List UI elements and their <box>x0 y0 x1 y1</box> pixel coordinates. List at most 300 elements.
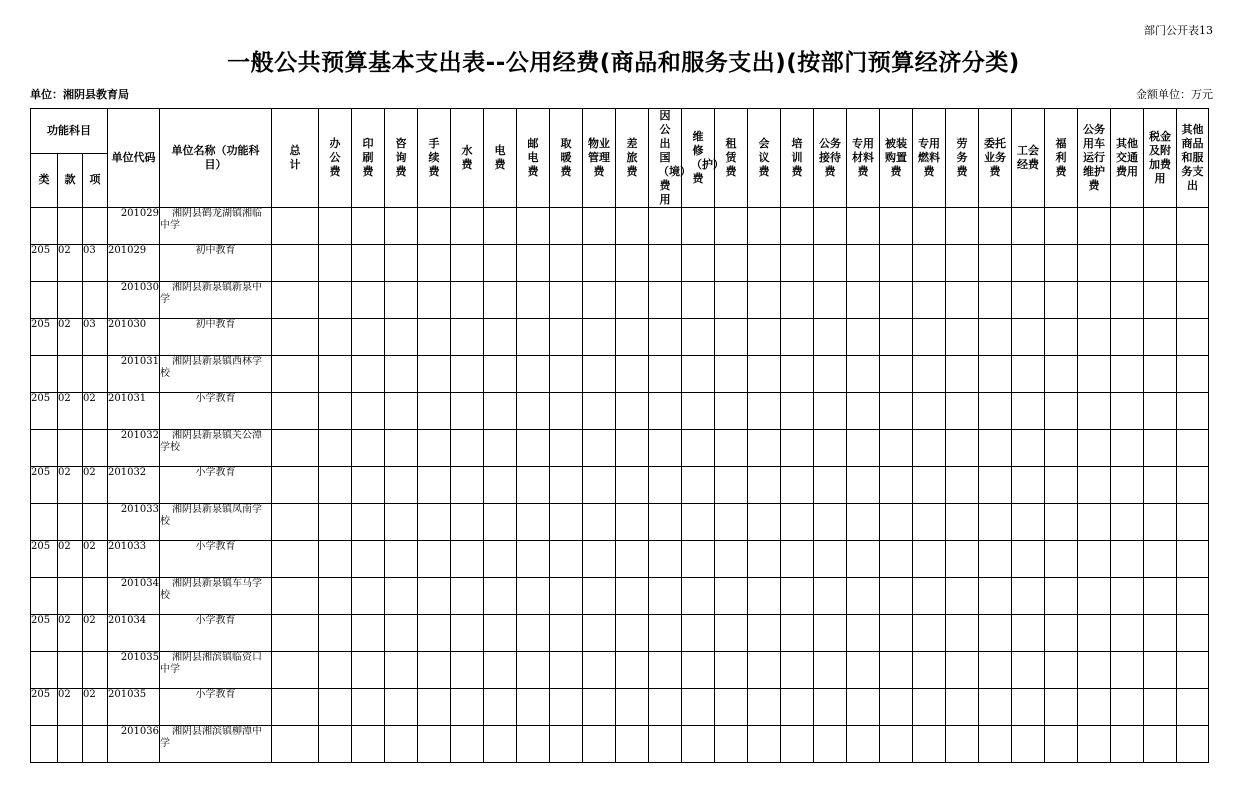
amount-cell <box>748 689 781 726</box>
amount-cell <box>1012 541 1045 578</box>
amount-unit-label: 金额单位：万元 <box>1136 88 1213 101</box>
amount-cell <box>715 282 748 319</box>
amount-cell <box>1144 578 1177 615</box>
amount-cell <box>385 208 418 245</box>
amount-cell <box>946 208 979 245</box>
amount-cell <box>583 467 616 504</box>
amount-cell <box>451 689 484 726</box>
amount-cell <box>451 282 484 319</box>
amount-cell <box>913 578 946 615</box>
amount-cell <box>385 504 418 541</box>
amount-cell <box>979 282 1012 319</box>
amount-cell <box>715 578 748 615</box>
amount-cell <box>550 615 583 652</box>
amount-cell <box>682 245 715 282</box>
amount-cell <box>979 726 1012 763</box>
amount-cell <box>682 356 715 393</box>
amount-cell <box>913 245 946 282</box>
amount-cell <box>682 726 715 763</box>
amount-cell <box>484 689 517 726</box>
xiang-cell: 03 <box>83 319 108 356</box>
amount-cell <box>781 356 814 393</box>
amount-cell <box>1012 578 1045 615</box>
table-row <box>31 319 1209 356</box>
amount-cell <box>1078 467 1111 504</box>
col-header: 因公出国（境）费用 <box>649 109 682 208</box>
xiang-cell <box>83 504 108 541</box>
amount-cell <box>748 541 781 578</box>
amount-cell <box>781 541 814 578</box>
amount-cell <box>550 356 583 393</box>
amount-cell <box>352 319 385 356</box>
amount-cell <box>517 578 550 615</box>
amount-cell <box>649 467 682 504</box>
unit-code-cell: 201030 <box>108 282 160 319</box>
col-header: 工会经费 <box>1012 109 1045 208</box>
amount-cell <box>682 504 715 541</box>
lei-header: 类 <box>31 153 58 207</box>
unit-name-cell: 湘阴县新泉镇新泉中学 <box>160 282 272 319</box>
table-row <box>31 726 1209 763</box>
amount-cell <box>484 467 517 504</box>
amount-cell <box>979 467 1012 504</box>
amount-cell <box>1111 467 1144 504</box>
amount-cell <box>319 615 352 652</box>
kuan-header: 款 <box>58 153 83 207</box>
amount-cell <box>272 393 319 430</box>
amount-cell <box>616 356 649 393</box>
amount-cell <box>385 652 418 689</box>
amount-cell <box>1078 282 1111 319</box>
unit-name-cell: 小学教育 <box>160 467 272 504</box>
amount-cell <box>913 504 946 541</box>
amount-cell <box>1045 393 1078 430</box>
amount-cell <box>880 245 913 282</box>
amount-cell <box>418 282 451 319</box>
amount-cell <box>649 578 682 615</box>
amount-cell <box>814 541 847 578</box>
table-row <box>31 356 1209 393</box>
xiang-header: 项 <box>83 153 108 207</box>
amount-cell <box>272 615 319 652</box>
amount-cell <box>385 467 418 504</box>
amount-cell <box>682 393 715 430</box>
amount-cell <box>1144 652 1177 689</box>
amount-cell <box>451 652 484 689</box>
amount-cell <box>352 208 385 245</box>
amount-cell <box>550 726 583 763</box>
amount-cell <box>451 208 484 245</box>
unit-name-cell: 湘阴县湘滨镇柳潭中学 <box>160 726 272 763</box>
amount-cell <box>517 282 550 319</box>
table-row <box>31 504 1209 541</box>
amount-cell <box>616 726 649 763</box>
amount-cell <box>272 467 319 504</box>
amount-cell <box>451 319 484 356</box>
amount-cell <box>616 504 649 541</box>
amount-cell <box>385 541 418 578</box>
table-row <box>31 393 1209 430</box>
amount-cell <box>352 356 385 393</box>
col-header: 培训费 <box>781 109 814 208</box>
unit-code-cell: 201029 <box>108 245 160 282</box>
amount-cell <box>1045 689 1078 726</box>
amount-cell <box>913 467 946 504</box>
amount-cell <box>946 504 979 541</box>
amount-cell <box>814 726 847 763</box>
amount-cell <box>715 652 748 689</box>
amount-cell <box>418 393 451 430</box>
amount-cell <box>649 615 682 652</box>
amount-cell <box>1144 319 1177 356</box>
amount-cell <box>616 578 649 615</box>
amount-cell <box>550 208 583 245</box>
amount-cell <box>616 430 649 467</box>
amount-cell <box>385 319 418 356</box>
amount-cell <box>451 615 484 652</box>
amount-cell <box>946 652 979 689</box>
col-header: 会议费 <box>748 109 781 208</box>
unit-code-cell: 201032 <box>108 467 160 504</box>
amount-cell <box>583 356 616 393</box>
budget-table <box>30 108 1209 763</box>
amount-cell <box>847 430 880 467</box>
lei-cell: 205 <box>31 245 58 282</box>
amount-cell <box>319 652 352 689</box>
xiang-cell <box>83 208 108 245</box>
amount-cell <box>319 467 352 504</box>
amount-cell <box>550 282 583 319</box>
amount-cell <box>946 430 979 467</box>
amount-cell <box>616 689 649 726</box>
amount-cell <box>1177 689 1209 726</box>
amount-cell <box>272 356 319 393</box>
col-header: 税金及附加费用 <box>1144 109 1177 208</box>
amount-cell <box>352 282 385 319</box>
col-header: 劳务费 <box>946 109 979 208</box>
amount-cell <box>1177 430 1209 467</box>
amount-cell <box>451 245 484 282</box>
kuan-cell <box>58 282 83 319</box>
amount-cell <box>352 393 385 430</box>
amount-cell <box>385 282 418 319</box>
amount-cell <box>847 282 880 319</box>
amount-cell <box>781 578 814 615</box>
amount-cell <box>517 393 550 430</box>
amount-cell <box>1078 615 1111 652</box>
amount-cell <box>682 282 715 319</box>
amount-cell <box>946 689 979 726</box>
amount-cell <box>484 430 517 467</box>
amount-cell <box>272 208 319 245</box>
amount-cell <box>781 319 814 356</box>
amount-cell <box>583 652 616 689</box>
unit-name-cell: 湘阴县新泉镇关公潭学校 <box>160 430 272 467</box>
kuan-cell <box>58 430 83 467</box>
col-header: 公务用车运行维护费 <box>1078 109 1111 208</box>
amount-cell <box>1177 356 1209 393</box>
amount-cell <box>913 689 946 726</box>
col-header: 委托业务费 <box>979 109 1012 208</box>
amount-cell <box>1144 504 1177 541</box>
unit-code-cell: 201031 <box>108 393 160 430</box>
amount-cell <box>682 615 715 652</box>
amount-cell <box>649 245 682 282</box>
amount-cell <box>517 541 550 578</box>
xiang-cell <box>83 578 108 615</box>
amount-cell <box>913 393 946 430</box>
amount-cell <box>847 467 880 504</box>
amount-cell <box>1078 504 1111 541</box>
amount-cell <box>385 245 418 282</box>
amount-cell <box>1111 652 1144 689</box>
xiang-cell: 02 <box>83 615 108 652</box>
amount-cell <box>715 393 748 430</box>
amount-cell <box>616 245 649 282</box>
unit-code-header: 单位代码 <box>108 109 160 208</box>
amount-cell <box>1078 726 1111 763</box>
amount-cell <box>418 689 451 726</box>
amount-cell <box>1144 615 1177 652</box>
amount-cell <box>913 282 946 319</box>
amount-cell <box>880 319 913 356</box>
amount-cell <box>517 504 550 541</box>
amount-cell <box>946 245 979 282</box>
xiang-cell: 02 <box>83 541 108 578</box>
col-header: 维修（护）费 <box>682 109 715 208</box>
amount-cell <box>781 430 814 467</box>
amount-cell <box>781 245 814 282</box>
amount-cell <box>880 467 913 504</box>
amount-cell <box>1144 208 1177 245</box>
amount-cell <box>418 726 451 763</box>
amount-cell <box>616 467 649 504</box>
amount-cell <box>319 245 352 282</box>
amount-cell <box>946 578 979 615</box>
col-header: 手续费 <box>418 109 451 208</box>
amount-cell <box>847 245 880 282</box>
amount-cell <box>418 430 451 467</box>
unit-name-cell: 小学教育 <box>160 615 272 652</box>
kuan-cell <box>58 726 83 763</box>
amount-cell <box>1012 393 1045 430</box>
col-header: 取暖费 <box>550 109 583 208</box>
amount-cell <box>649 689 682 726</box>
unit-name-cell: 湘阴县新泉镇凤南学校 <box>160 504 272 541</box>
amount-cell <box>272 652 319 689</box>
amount-cell <box>1012 504 1045 541</box>
amount-cell <box>748 504 781 541</box>
amount-cell <box>583 726 616 763</box>
amount-cell <box>550 393 583 430</box>
amount-cell <box>1045 319 1078 356</box>
amount-cell <box>1177 208 1209 245</box>
amount-cell <box>352 541 385 578</box>
amount-cell <box>583 393 616 430</box>
amount-cell <box>616 393 649 430</box>
amount-cell <box>682 430 715 467</box>
amount-cell <box>1078 356 1111 393</box>
amount-cell <box>748 208 781 245</box>
amount-cell <box>1111 726 1144 763</box>
amount-cell <box>385 726 418 763</box>
col-header: 咨询费 <box>385 109 418 208</box>
amount-cell <box>319 504 352 541</box>
amount-cell <box>418 504 451 541</box>
col-header: 物业管理费 <box>583 109 616 208</box>
amount-cell <box>1177 726 1209 763</box>
amount-cell <box>1144 356 1177 393</box>
lei-cell <box>31 208 58 245</box>
unit-code-cell: 201029 <box>108 208 160 245</box>
amount-cell <box>385 430 418 467</box>
amount-cell <box>451 430 484 467</box>
amount-cell <box>814 319 847 356</box>
amount-cell <box>484 356 517 393</box>
amount-cell <box>1177 393 1209 430</box>
xiang-cell <box>83 430 108 467</box>
kuan-cell: 02 <box>58 615 83 652</box>
amount-cell <box>1012 245 1045 282</box>
amount-cell <box>272 319 319 356</box>
amount-cell <box>418 578 451 615</box>
amount-cell <box>1045 430 1078 467</box>
unit-name-cell: 湘阴县新泉镇车马学校 <box>160 578 272 615</box>
amount-cell <box>616 282 649 319</box>
unit-code-cell: 201033 <box>108 504 160 541</box>
amount-cell <box>319 208 352 245</box>
col-header: 专用燃料费 <box>913 109 946 208</box>
xiang-cell <box>83 652 108 689</box>
lei-cell <box>31 356 58 393</box>
table-row <box>31 541 1209 578</box>
amount-cell <box>616 615 649 652</box>
amount-cell <box>715 467 748 504</box>
amount-cell <box>583 689 616 726</box>
amount-cell <box>550 652 583 689</box>
page-title: 一般公共预算基本支出表--公用经费(商品和服务支出)(按部门预算经济分类) <box>227 50 1020 76</box>
lei-cell: 205 <box>31 615 58 652</box>
amount-cell <box>583 504 616 541</box>
amount-cell <box>550 578 583 615</box>
amount-cell <box>583 208 616 245</box>
amount-cell <box>385 578 418 615</box>
amount-cell <box>484 208 517 245</box>
xiang-cell: 02 <box>83 689 108 726</box>
amount-cell <box>649 541 682 578</box>
amount-cell <box>814 282 847 319</box>
amount-cell <box>1144 245 1177 282</box>
amount-cell <box>847 615 880 652</box>
amount-cell <box>979 208 1012 245</box>
kuan-cell: 02 <box>58 245 83 282</box>
amount-cell <box>781 652 814 689</box>
amount-cell <box>814 356 847 393</box>
amount-cell <box>1144 430 1177 467</box>
col-header: 总计 <box>272 109 319 208</box>
amount-cell <box>913 652 946 689</box>
amount-cell <box>880 208 913 245</box>
amount-cell <box>715 726 748 763</box>
amount-cell <box>1177 282 1209 319</box>
col-header: 电费 <box>484 109 517 208</box>
col-header: 办公费 <box>319 109 352 208</box>
amount-cell <box>814 578 847 615</box>
amount-cell <box>550 504 583 541</box>
amount-cell <box>748 319 781 356</box>
amount-cell <box>1111 504 1144 541</box>
amount-cell <box>484 319 517 356</box>
amount-cell <box>814 208 847 245</box>
amount-cell <box>1111 541 1144 578</box>
unit-name-cell: 湘阴县湘滨镇临资口中学 <box>160 652 272 689</box>
amount-cell <box>715 504 748 541</box>
amount-cell <box>616 652 649 689</box>
amount-cell <box>649 282 682 319</box>
amount-cell <box>715 319 748 356</box>
amount-cell <box>715 356 748 393</box>
amount-cell <box>847 541 880 578</box>
amount-cell <box>1177 541 1209 578</box>
unit-code-cell: 201036 <box>108 726 160 763</box>
col-header: 被装购置费 <box>880 109 913 208</box>
amount-cell <box>583 578 616 615</box>
amount-cell <box>1045 356 1078 393</box>
kuan-cell: 02 <box>58 467 83 504</box>
amount-cell <box>649 208 682 245</box>
amount-cell <box>1078 578 1111 615</box>
amount-cell <box>979 430 1012 467</box>
amount-cell <box>1078 430 1111 467</box>
amount-cell <box>715 245 748 282</box>
amount-cell <box>781 689 814 726</box>
amount-cell <box>1111 578 1144 615</box>
amount-cell <box>385 689 418 726</box>
amount-cell <box>913 208 946 245</box>
amount-cell <box>979 652 1012 689</box>
amount-cell <box>913 726 946 763</box>
amount-cell <box>682 689 715 726</box>
amount-cell <box>1045 504 1078 541</box>
amount-cell <box>913 319 946 356</box>
amount-cell <box>814 652 847 689</box>
xiang-cell <box>83 356 108 393</box>
amount-cell <box>1144 726 1177 763</box>
amount-cell <box>715 541 748 578</box>
table-row <box>31 208 1209 245</box>
amount-cell <box>272 504 319 541</box>
table-row <box>31 578 1209 615</box>
amount-cell <box>319 578 352 615</box>
amount-cell <box>979 393 1012 430</box>
amount-cell <box>1045 282 1078 319</box>
amount-cell <box>1144 393 1177 430</box>
table-row <box>31 245 1209 282</box>
amount-cell <box>847 208 880 245</box>
amount-cell <box>418 319 451 356</box>
amount-cell <box>616 541 649 578</box>
amount-cell <box>913 615 946 652</box>
amount-cell <box>272 282 319 319</box>
amount-cell <box>715 430 748 467</box>
amount-cell <box>814 467 847 504</box>
col-header: 租赁费 <box>715 109 748 208</box>
amount-cell <box>451 726 484 763</box>
amount-cell <box>484 282 517 319</box>
kuan-cell: 02 <box>58 541 83 578</box>
amount-cell <box>319 430 352 467</box>
amount-cell <box>1078 652 1111 689</box>
